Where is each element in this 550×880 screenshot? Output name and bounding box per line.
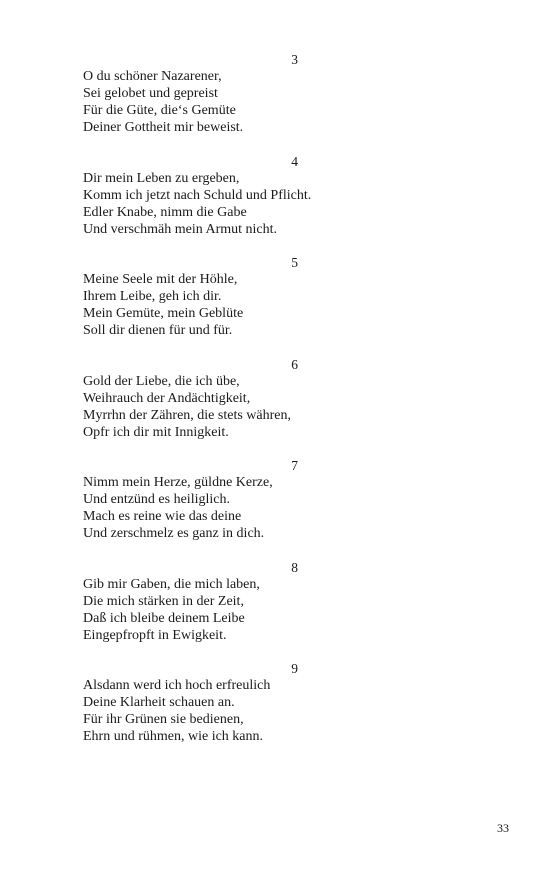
verse-line: Opfr ich dir mit Innigkeit. <box>83 424 229 440</box>
stanza-7 <box>83 457 383 542</box>
page-number: 33 <box>497 821 509 835</box>
stanza-number: 8 <box>291 559 298 575</box>
verse-line: Die mich stärken in der Zeit, <box>83 593 244 609</box>
verse-line: Für ihr Grünen sie bedienen, <box>83 712 244 727</box>
verse-line: Alsdann werd ich hoch erfreulich <box>83 678 271 693</box>
verse-line: Ihrem Leibe, geh ich dir. <box>83 289 222 304</box>
poem-body <box>83 51 383 762</box>
verse-line: Ehrn und rühmen, wie ich kann. <box>83 729 264 744</box>
verse-line: Dir mein Leben zu ergeben, <box>83 170 240 186</box>
stanza-number: 6 <box>291 356 298 372</box>
verse-line: Deiner Gottheit mir beweist. <box>83 120 244 135</box>
verse-line: Und entzünd es heiliglich. <box>83 492 230 507</box>
verse-line: Edler Knabe, nimm die Gabe <box>83 204 247 220</box>
verse-line: Weihrauch der Andächtigkeit, <box>83 390 251 406</box>
stanza-9 <box>83 660 383 745</box>
verse-line: Und zerschmelz es ganz in dich. <box>83 526 265 541</box>
verse-line: Myrrhn der Zähren, die stets währen, <box>83 407 291 423</box>
stanza-5 <box>83 254 383 339</box>
verse-line: Eingepfropft in Ewigkeit. <box>83 627 227 643</box>
verse-line: O du schöner Nazarener, <box>83 69 222 84</box>
stanza-number: 7 <box>291 458 298 473</box>
verse-line: Mach es reine wie das deine <box>83 509 242 524</box>
stanza-4 <box>83 153 383 238</box>
stanza-number: 3 <box>291 52 298 67</box>
verse-line: Für die Güte, die‘s Gemüte <box>83 103 236 118</box>
verse-line: Gib mir Gaben, die mich laben, <box>83 576 260 592</box>
verse-line: Deine Klarheit schauen an. <box>83 695 235 710</box>
stanza-number: 4 <box>291 153 298 169</box>
verse-line: Und verschmäh mein Armut nicht. <box>83 221 278 237</box>
stanza-number: 9 <box>291 661 298 676</box>
verse-line: Mein Gemüte, mein Geblüte <box>83 306 244 321</box>
verse-line: Meine Seele mit der Höhle, <box>83 272 238 287</box>
verse-line: Nimm mein Herze, güldne Kerze, <box>83 475 273 490</box>
verse-line: Gold der Liebe, die ich übe, <box>83 373 240 389</box>
verse-line: Soll dir dienen für und für. <box>83 323 233 338</box>
stanza-8 <box>83 559 383 644</box>
verse-line: Daß ich bleibe deinem Leibe <box>83 610 245 626</box>
stanza-number: 5 <box>291 255 298 270</box>
stanza-3 <box>83 51 383 136</box>
verse-line: Sei gelobet und gepreist <box>83 86 218 101</box>
stanza-6 <box>83 356 383 441</box>
verse-line: Komm ich jetzt nach Schuld und Pflicht. <box>83 187 312 203</box>
